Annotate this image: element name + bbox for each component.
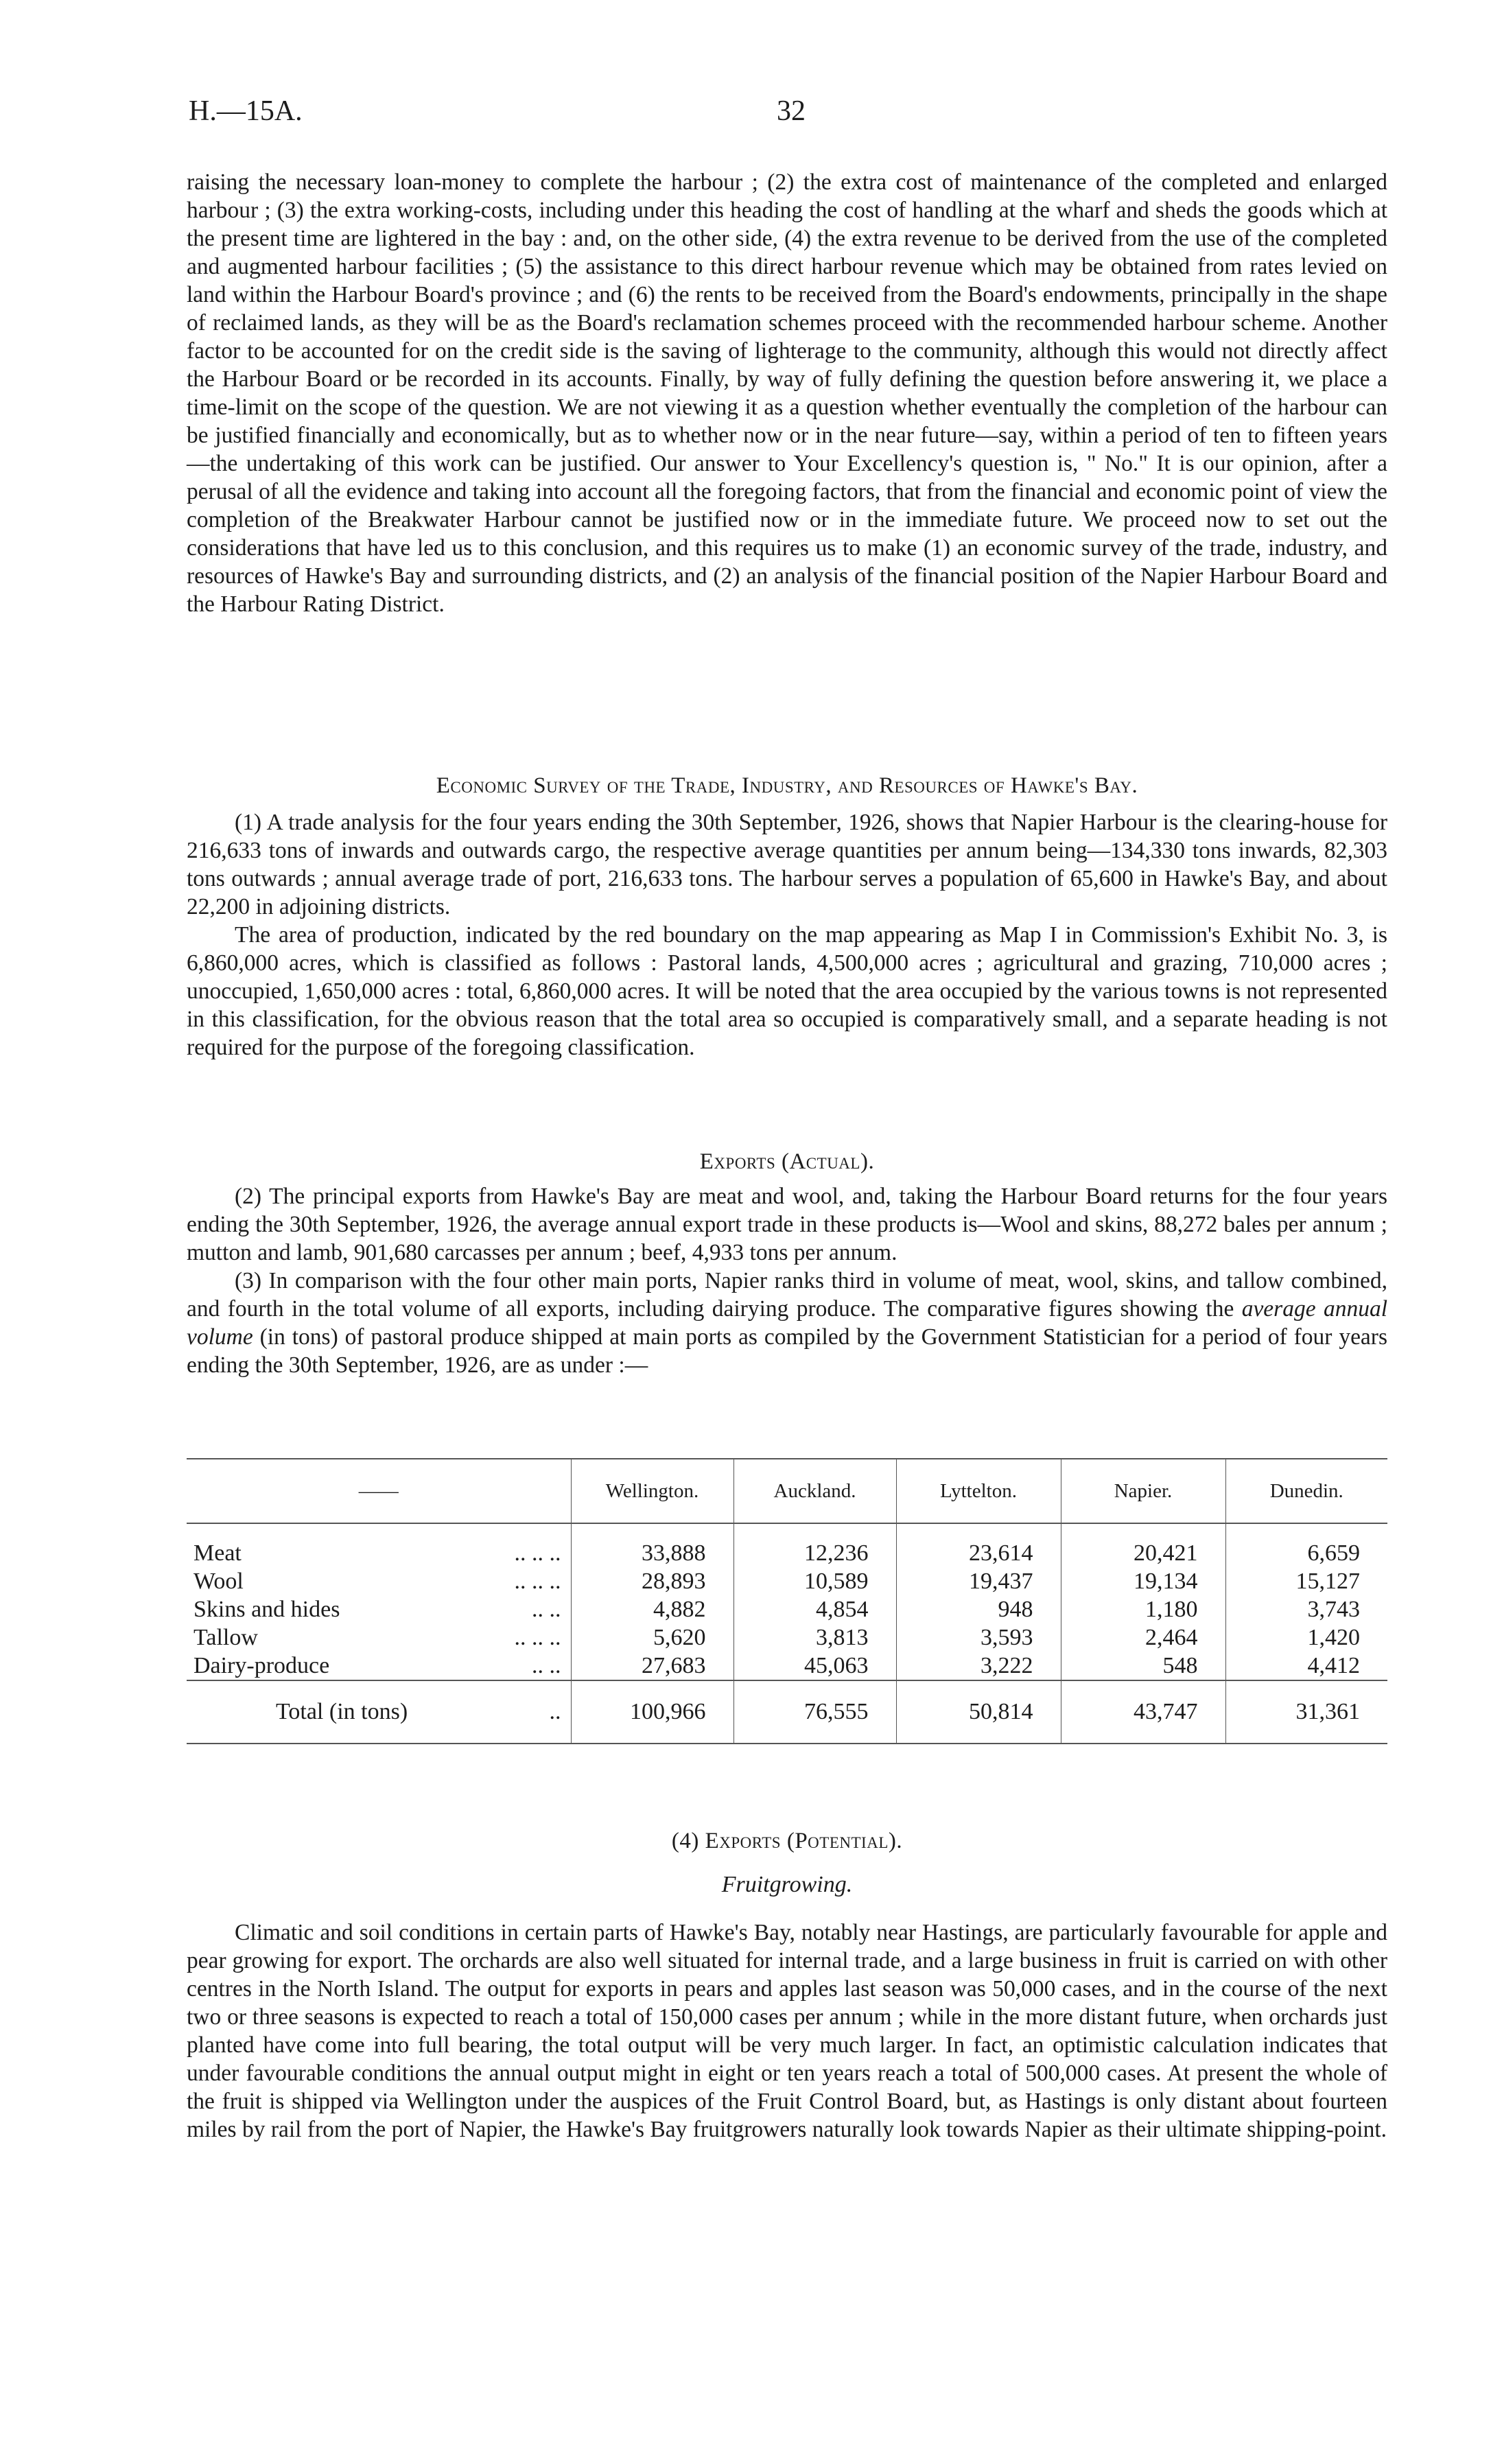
- paragraph-text: raising the necessary loan-money to complete the harbour ; (2) the extra cost of maintenance of the completed and enlarged harbour ; (3) the extra working-costs, including under this heading the cost of handling at the wharf and sheds the goods which at the present time are lightered in the bay : and, on the other side, (4) the extra revenue to be derived from the use of the completed and augmented harbour facilities ; (5) the assistance to this direct harbour revenue which may be obtained from rates levied on land within the Harbour Board's province ; and (6) the rents to be received from the Board's endowments, principally in the shape of reclaimed lands, as they will be as the Board's reclamation schemes proceed with the recommended harbour scheme. Another factor to be accounted for on the credit side is the saving of lighterage to the community, although this would not directly affect the Harbour Board or be recorded in its accounts. Finally, by way of fully defining the question before answering it, we place a time-limit on the scope of the question. We are not viewing it as a question whether eventually the completion of the harbour can be justified financially and economically, but as to whether now or in the near future—say, within a period of ten to fifteen years—the undertaking of this work can be justified. Our answer to Your Excellency's question is, " No." It is our opinion, after a perusal of all the evidence and taking into account all the foregoing factors, that from the financial and economic point of view the completion of the Breakwater Harbour cannot be justified now or in the immediate future. We proceed now to set out the considerations that have led us to this conclusion, and this requires us to make (1) an economic survey of the trade, industry, and resources of Hawke's Bay and surrounding districts, and (2) an analysis of the financial position of the Napier Harbour Board and the Harbour Rating District.: [187, 169, 1387, 617]
- page-header: [189, 95, 1383, 136]
- table-cell: 4,854: [733, 1595, 896, 1623]
- paragraph-text-part: (3) In comparison with the four other main ports, Napier ranks third in volume of meat, wool, skins, and tallow combined, and fourth in the total volume of all exports, including dairying produce. The comparative figures showing the: [187, 1268, 1387, 1322]
- total-cell: 31,361: [1225, 1680, 1387, 1744]
- row-label: Meat .. .. ..: [193, 1540, 561, 1566]
- paragraph-text: The area of production, indicated by the red boundary on the map appearing as Map I in Commission's Exhibit No. 3, is 6,860,000 acres, which is classified as follows : Pastoral lands, 4,500,000 acres ; agricultural and grazing, 710,000 acres ; unoccupied, 1,650,000 acres : total, 6,860,000 acres. It will be noted that the area occupied by the various towns is not represented in this classification, for the obvious reason that the total area so occupied is comparatively small, and a separate heading is not required for the purpose of the foregoing classification.: [187, 922, 1387, 1060]
- section-heading-economic-survey: Economic Survey of the Trade, Industry, and Resources of Hawke's Bay.: [436, 773, 1138, 798]
- column-header: Napier.: [1061, 1459, 1225, 1523]
- table-cell: 19,134: [1061, 1567, 1225, 1595]
- table-cell: 548: [1061, 1652, 1225, 1680]
- table-cell: 4,412: [1225, 1652, 1387, 1680]
- paragraph-text: [187, 1267, 1387, 1379]
- column-header: Auckland.: [733, 1459, 896, 1523]
- table-row: [187, 1567, 1387, 1595]
- table-cell: 3,222: [896, 1652, 1061, 1680]
- paragraph-text: (1) A trade analysis for the four years ending the 30th September, 1926, shows that Napier Harbour is the clearing-house for 216,633 tons of inwards and outwards cargo, the respective average quantities per annum being—134,330 tons inwards, 82,303 tons outwards ; annual average trade of port, 216,633 tons. The harbour serves a population of 65,600 in Hawke's Bay, and about 22,200 in adjoining districts.: [187, 810, 1387, 919]
- row-label: Tallow .. .. ..: [193, 1624, 561, 1650]
- table-cell: 27,683: [571, 1652, 733, 1680]
- column-header: Wellington.: [571, 1459, 733, 1523]
- table-cell: 6,659: [1225, 1539, 1387, 1567]
- paragraph-continuation: [187, 168, 1387, 618]
- table-row: [187, 1539, 1387, 1567]
- exports-table-container: [187, 1458, 1387, 1724]
- table-cell: 1,180: [1061, 1595, 1225, 1623]
- table-total-row: [187, 1680, 1387, 1744]
- column-header: Lyttelton.: [896, 1459, 1061, 1523]
- total-cell: 43,747: [1061, 1680, 1225, 1744]
- paragraph-text: Climatic and soil conditions in certain parts of Hawke's Bay, notably near Hastings, are particularly favourable for apple and pear growing for export. The orchards are also well situated for internal trade, and a large business in fruit is carried on with other centres in the North Island. The output for exports in pears and apples last season was 50,000 cases, and in the course of the next two or three seasons is expected to reach a total of 150,000 cases per annum ; while in the more distant future, when orchards just planted have come into full bearing, the total output will be very much larger. In fact, an optimistic calculation indicates that under favourable conditions the annual output might in eight or ten years reach a total of 500,000 cases. At present the whole of the fruit is shipped via Wellington under the auspices of the Fruit Control Board, but, as Hastings is only distant about fourteen miles by rail from the port of Napier, the Hawke's Bay fruitgrowers naturally look towards Napier as their ultimate shipping-point.: [187, 1920, 1387, 2142]
- page-number: 32: [777, 95, 806, 127]
- total-cell: 100,966: [571, 1680, 733, 1744]
- column-header: Dunedin.: [1225, 1459, 1387, 1523]
- table-cell: 1,420: [1225, 1623, 1387, 1652]
- paragraph-trade-analysis: [187, 808, 1387, 1061]
- table-cell: 45,063: [733, 1652, 896, 1680]
- italic-phrase: average annual volume: [187, 1296, 1387, 1350]
- table-header-row: [187, 1459, 1387, 1523]
- table-row: [187, 1623, 1387, 1652]
- table-cell: 3,743: [1225, 1595, 1387, 1623]
- table-cell: 10,589: [733, 1567, 896, 1595]
- table-cell: 4,882: [571, 1595, 733, 1623]
- subheading-fruitgrowing: Fruitgrowing.: [721, 1872, 853, 1897]
- table-row: [187, 1652, 1387, 1680]
- table-row: [187, 1595, 1387, 1623]
- table-cell: 948: [896, 1595, 1061, 1623]
- paragraph-text: (2) The principal exports from Hawke's Bay are meat and wool, and, taking the Harbour Board returns for the four years ending the 30th September, 1926, the average annual export trade in these products is—Wool and skins, 88,272 bales per annum ; mutton and lamb, 901,680 carcasses per annum ; beef, 4,933 tons per annum.: [187, 1184, 1387, 1265]
- total-label: Total (in tons) ..: [187, 1680, 571, 1744]
- document-code: H.—15A.: [189, 95, 303, 127]
- section-heading-exports-actual: Exports (Actual).: [699, 1149, 875, 1174]
- paragraph-fruitgrowing: [187, 1919, 1387, 2144]
- total-cell: 76,555: [733, 1680, 896, 1744]
- table-cell: 33,888: [571, 1539, 733, 1567]
- table-cell: 2,464: [1061, 1623, 1225, 1652]
- row-label: Wool .. .. ..: [193, 1568, 561, 1594]
- row-label: Skins and hides .. ..: [193, 1596, 561, 1622]
- table-cell: 3,593: [896, 1623, 1061, 1652]
- table-cell: 15,127: [1225, 1567, 1387, 1595]
- section-heading-exports-potential: (4) Exports (Potential).: [671, 1829, 903, 1853]
- paragraph-exports: [187, 1182, 1387, 1379]
- paragraph-text-part: (in tons) of pastoral produce shipped at main ports as compiled by the Government Statistician for a period of four years ending the 30th September, 1926, are as under :—: [187, 1324, 1387, 1378]
- table-cell: 23,614: [896, 1539, 1061, 1567]
- exports-table: [187, 1458, 1387, 1744]
- row-label: Dairy-produce .. ..: [193, 1652, 561, 1678]
- table-cell: 3,813: [733, 1623, 896, 1652]
- table-cell: 20,421: [1061, 1539, 1225, 1567]
- table-cell: 19,437: [896, 1567, 1061, 1595]
- table-corner: ——: [187, 1459, 571, 1523]
- table-cell: 12,236: [733, 1539, 896, 1567]
- table-cell: 5,620: [571, 1623, 733, 1652]
- table-cell: 28,893: [571, 1567, 733, 1595]
- total-cell: 50,814: [896, 1680, 1061, 1744]
